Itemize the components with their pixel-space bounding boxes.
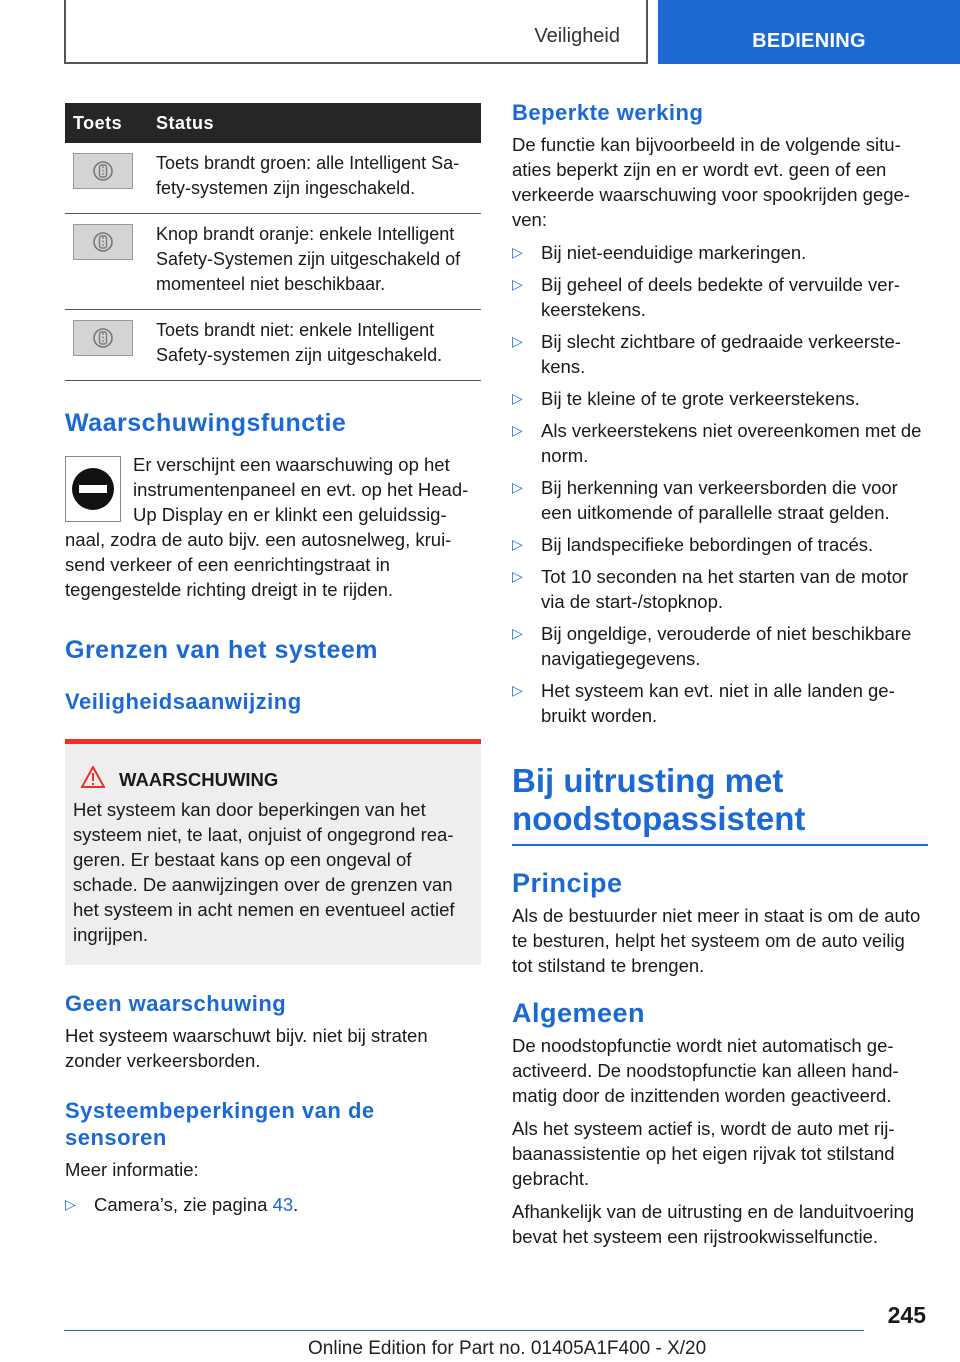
list-item: ▷ Bij niet-eenduidige markeringen.: [512, 242, 807, 263]
table-row: [65, 310, 481, 381]
list-item: ▷ Bij herkenning van verkeersborden die voor een uitkomende of parallelle straat gelden.: [512, 477, 898, 523]
list-item: ▷ Tot 10 seconden na het starten van de motor via de start-/stopknop.: [512, 566, 909, 612]
bullet-triangle-icon: ▷: [512, 625, 523, 641]
list-item: [65, 1192, 481, 1217]
bullet-triangle-icon: ▷: [512, 422, 523, 438]
bullet-triangle-icon: ▷: [512, 682, 523, 698]
left-column: [65, 103, 481, 1224]
table-status-cell: Toets brandt niet: enkele Intelligent Safety-systemen zijn uitgeschakeld.: [148, 310, 481, 381]
list-item: ▷ Bij geheel of deels bedekte of vervuilde ver-keerstekens.: [512, 274, 900, 320]
table-row: [65, 214, 481, 310]
header-box: [64, 0, 648, 64]
page-number: 245: [887, 1302, 926, 1328]
limits-heading: Grenzen van het systeem: [65, 636, 379, 664]
camera-after: .: [293, 1194, 299, 1215]
lane-button-icon: [73, 153, 133, 189]
footer-rule: [64, 1330, 864, 1331]
general-text-1: De noodstopfunctie wordt niet automatisch ge-activeerd. De noodstopfunctie kan alleen hand-matig door de inzittenden worden geactiveerd.: [512, 1035, 899, 1106]
table-header-key: Toets: [65, 103, 148, 143]
warning-box: [65, 739, 481, 965]
warning-function-heading: Waarschuwingsfunctie: [65, 409, 347, 437]
footer-edition: [308, 1338, 706, 1360]
warning-function-body: [65, 452, 481, 602]
more-info-text: Meer informatie:: [65, 1159, 199, 1180]
list-item: ▷ Bij landspecifieke bebordingen of tracés.: [512, 534, 874, 555]
bullet-triangle-icon: ▷: [512, 536, 523, 552]
general-heading: Algemeen: [512, 998, 646, 1028]
restricted-intro: De functie kan bijvoorbeeld in de volgende situ-aties beperkt zijn en er wordt evt. geen of een verkeerde waarschuwing voor spookrijden gege-ven:: [512, 134, 910, 230]
bullet-triangle-icon: ▷: [65, 1196, 76, 1212]
bullet-triangle-icon: ▷: [512, 333, 523, 349]
lane-button-icon: [73, 320, 133, 356]
general-text-3: Afhankelijk van de uitrusting en de landuitvoering bevat het systeem een rijstrookwisselfunctie.: [512, 1201, 915, 1247]
bullet-triangle-icon: ▷: [512, 244, 523, 260]
bullet-triangle-icon: ▷: [512, 568, 523, 584]
restricted-heading: Beperkte werking: [512, 100, 704, 125]
list-item: ▷ Bij slecht zichtbare of gedraaide verkeerste-kens.: [512, 331, 901, 377]
status-table: [65, 103, 481, 381]
footer-edition-text: Online Edition for Part no. 01405A1F400 - X/20: [308, 1338, 707, 1359]
list-item: ▷ Bij te kleine of te grote verkeerstekens.: [512, 388, 860, 409]
bullet-triangle-icon: ▷: [512, 276, 523, 292]
principle-heading: Principe: [512, 868, 623, 898]
table-header-status: Status: [148, 103, 481, 143]
no-warning-text: Het systeem waarschuwt bijv. niet bij straten zonder verkeersborden.: [65, 1025, 428, 1071]
warning-title: [73, 766, 471, 793]
warning-function-text: Er verschijnt een waarschuwing op het instrumentenpaneel en evt. op het Head-Up Display en er klinkt een geluidssig-naal, zodra de auto bijv. een autosnelweg, krui-send verkeer of een eenrichtingstraat in tegengestelde richting dreigt in te rijden.: [65, 454, 469, 600]
no-warning-heading: Geen waarschuwing: [65, 991, 287, 1016]
warning-text: Het systeem kan door beperkingen van het systeem niet, te laat, onjuist of ongegrond rea-geren. Er bestaat kans op een ongeval of schade. De aanwijzingen over de grenzen van het systeem in acht nemen en eventueel actief ingrijpen.: [73, 799, 455, 945]
camera-page-link[interactable]: 43: [272, 1194, 294, 1215]
chapter-tab[interactable]: BEDIENING: [658, 0, 960, 64]
sensor-heading: Systeembeperkingen van de sensoren: [65, 1098, 375, 1150]
general-text-2: Als het systeem actief is, wordt de auto met rij-baanassistentie op het eigen rijvak tot stilstand gebracht.: [512, 1118, 895, 1189]
section-title: Veiligheid: [534, 25, 620, 47]
principle-text: Als de bestuurder niet meer in staat is om de auto te besturen, helpt het systeem om de auto veilig tot stilstand te brengen.: [512, 905, 921, 976]
no-entry-sign-icon: [65, 456, 121, 522]
sensor-list: [65, 1192, 481, 1217]
restricted-list: [512, 240, 928, 728]
bullet-triangle-icon: ▷: [512, 479, 523, 495]
emergency-heading: Bij uitrusting met noodstopassistent: [512, 762, 928, 846]
list-item: ▷ Als verkeerstekens niet overeenkomen met de norm.: [512, 420, 922, 466]
table-status-cell: Toets brandt groen: alle Intelligent Sa-fety-systemen zijn ingeschakeld.: [148, 143, 481, 214]
right-column: [512, 100, 928, 1249]
list-item: ▷ Het systeem kan evt. niet in alle landen ge-bruikt worden.: [512, 680, 895, 726]
warning-label: WAARSCHUWING: [119, 768, 279, 790]
table-status-cell: Knop brandt oranje: enkele Intelligent Safety-Systemen zijn uitgeschakeld of momenteel niet beschikbaar.: [148, 214, 481, 310]
warning-triangle-icon: [81, 766, 107, 793]
table-row: [65, 143, 481, 214]
list-item: ▷ Bij ongeldige, verouderde of niet beschikbare navigatiegegevens.: [512, 623, 912, 669]
bullet-triangle-icon: ▷: [512, 390, 523, 406]
lane-button-icon: [73, 224, 133, 260]
safety-heading: Veiligheidsaanwijzing: [65, 689, 302, 714]
camera-text: Camera’s, zie pagina: [94, 1194, 273, 1215]
